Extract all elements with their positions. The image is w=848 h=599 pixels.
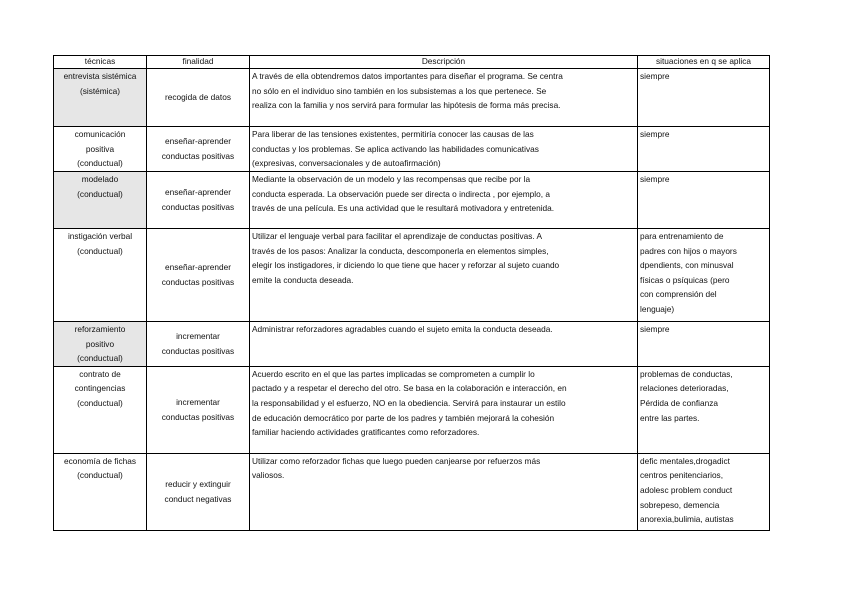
cell-line: anorexia,bulimia, autistas (640, 514, 734, 525)
descripcion-cell (250, 172, 638, 229)
descripcion-cell (250, 366, 638, 453)
descripcion-cell (250, 229, 638, 322)
tecnica-cell (54, 69, 147, 127)
header-descripcion: Descripción (250, 56, 638, 69)
cell-line: (conductual) (77, 397, 123, 408)
situaciones-cell (638, 172, 770, 229)
cell-line: Administrar reforzadores agradables cuando el sujeto emita la conducta deseada. (252, 324, 553, 334)
cell-line: familiar haciendo actividades gratificantes como reforzadores. (252, 427, 480, 438)
cell-line: la responsabilidad y el esfuerzo, NO en la obediencia. Servirá para instaurar un estilo (252, 397, 566, 408)
cell-line: (conductual) (77, 188, 123, 199)
cell-line: padres con hijos o mayors (640, 245, 737, 256)
header-row (54, 56, 770, 69)
header-situaciones: situaciones en q se aplica (638, 56, 770, 69)
header-tecnicas: técnicas (54, 56, 147, 69)
finalidad-cell (147, 69, 250, 127)
cell-line: economía de fichas (64, 455, 136, 466)
cell-line: recogida de datos (165, 92, 231, 103)
cell-line: comunicación (74, 129, 126, 139)
table-row (54, 172, 770, 229)
tecnica-cell (54, 172, 147, 229)
descripcion-cell (250, 69, 638, 127)
cell-line: (conductual) (77, 245, 123, 256)
cell-line: elegir los instigadores, ir diciendo lo que tiene que hacer y reforzar al sujeto cuando (252, 260, 560, 271)
cell-line: siempre (640, 174, 670, 184)
cell-line: conductas positivas (161, 411, 235, 422)
situaciones-cell (638, 229, 770, 322)
cell-line: problemas de conductas, (640, 368, 733, 379)
cell-line: enseñar-aprender (165, 187, 231, 198)
cell-line: incrementar (176, 331, 220, 342)
situaciones-cell (638, 69, 770, 127)
cell-line: siempre (640, 129, 670, 139)
cell-line: dpendients, con minusval (640, 260, 734, 271)
cell-line: través de una película. Es una actividad que le resultará motivadora y entretenida. (252, 203, 555, 214)
descripcion-cell (250, 453, 638, 530)
table-row (54, 69, 770, 127)
finalidad-cell (147, 127, 250, 172)
finalidad-cell (147, 229, 250, 322)
cell-line: con comprensión del (640, 289, 717, 300)
cell-line: conduct negativas (164, 493, 232, 504)
cell-line: (sistémica) (79, 85, 121, 96)
cell-line: instigación verbal (67, 231, 133, 241)
cell-line: conducta esperada. La observación puede ser directa o indirecta , por ejemplo, a (252, 188, 550, 199)
cell-line: enseñar-aprender (165, 136, 231, 147)
header-finalidad: finalidad (147, 56, 250, 69)
tecnica-cell (54, 127, 147, 172)
cell-line: (conductual) (77, 158, 123, 169)
table-row (54, 366, 770, 453)
cell-line: entre las partes. (640, 412, 700, 423)
cell-line: Utilizar como reforzador fichas que luego pueden canjearse por refuerzos más (252, 455, 541, 466)
cell-line: enseñar-aprender (165, 262, 231, 273)
cell-line: sobrepeso, demencia (640, 499, 720, 510)
table-body (54, 69, 770, 531)
cell-line: no sólo en el individuo sino también en los subsistemas a los que pertenece. Se (252, 85, 547, 96)
situaciones-cell (638, 366, 770, 453)
cell-line: Pérdida de confianza (640, 397, 718, 408)
cell-line: Acuerdo escrito en el que las partes implicadas se comprometen a cumplir lo (252, 368, 535, 379)
cell-line: conductas positivas (161, 345, 235, 356)
cell-line: entrevista sistémica (63, 71, 137, 81)
cell-line: relaciones deterioradas, (640, 383, 729, 394)
cell-line: A través de ella obtendremos datos importantes para diseñar el programa. Se centra (252, 71, 563, 81)
cell-line: Utilizar el lenguaje verbal para facilitar el aprendizaje de conductas positivas. A (252, 231, 543, 241)
cell-line: través de los pasos: Analizar la conducta, descomponerla en elementos simples, (252, 245, 549, 256)
finalidad-cell (147, 366, 250, 453)
finalidad-cell (147, 172, 250, 229)
situaciones-cell (638, 453, 770, 530)
situaciones-cell (638, 322, 770, 367)
tecnica-cell (54, 366, 147, 453)
cell-line: modelado (81, 174, 119, 184)
cell-line: reforzamiento (74, 324, 126, 334)
cell-line: adolesc problem conduct (640, 484, 733, 495)
finalidad-cell (147, 453, 250, 530)
cell-line: incrementar (176, 397, 220, 408)
cell-line: contingencias (74, 383, 126, 394)
cell-line: realiza con la familia y nos servirá para formular las hipótesis de forma más precisa. (252, 100, 561, 111)
table-row (54, 229, 770, 322)
cell-line: defic mentales,drogadict (640, 455, 730, 466)
table-row (54, 453, 770, 530)
cell-line: siempre (640, 324, 670, 334)
cell-line: para entrenamiento de (640, 231, 724, 241)
cell-line: (conductual) (77, 353, 123, 364)
tecnica-cell (54, 453, 147, 530)
cell-line: reducir y extinguir (165, 479, 231, 490)
cell-line: pactado y a respetar el derecho del otro. Se basa en la colaboración e interacción, en (252, 383, 567, 394)
techniques-table (53, 55, 770, 531)
cell-line: conductas positivas (161, 202, 235, 212)
descripcion-cell (250, 127, 638, 172)
descripcion-cell (250, 322, 638, 367)
cell-line: valiosos. (252, 470, 285, 481)
cell-line: conductas positivas (161, 151, 235, 161)
cell-line: siempre (640, 71, 670, 81)
cell-line: (expresivas, conversacionales y de autoafirmación) (252, 158, 441, 169)
cell-line: positiva (85, 143, 115, 154)
cell-line: conductas y los problemas. Se aplica activando las habilidades comunicativas (252, 143, 539, 154)
cell-line: contrato de (79, 368, 121, 379)
cell-line: conductas positivas (161, 277, 235, 287)
situaciones-cell (638, 127, 770, 172)
cell-line: Mediante la observación de un modelo y las recompensas que recibe por la (252, 174, 531, 184)
tecnica-cell (54, 229, 147, 322)
tecnica-cell (54, 322, 147, 367)
cell-line: de educación democrático por parte de los padres y también mejorará la cohesión (252, 412, 555, 423)
cell-line: centros penitenciarios, (640, 470, 724, 481)
cell-line: físicas o psíquicas (pero (640, 274, 730, 285)
cell-line: (conductual) (77, 470, 123, 481)
cell-line: positivo (85, 338, 115, 349)
cell-line: Para liberar de las tensiones existentes, permitiría conocer las causas de las (252, 129, 534, 139)
table-row (54, 127, 770, 172)
finalidad-cell (147, 322, 250, 367)
cell-line: emite la conducta deseada. (252, 274, 354, 285)
cell-line: lenguaje) (640, 303, 675, 314)
table-row (54, 322, 770, 367)
